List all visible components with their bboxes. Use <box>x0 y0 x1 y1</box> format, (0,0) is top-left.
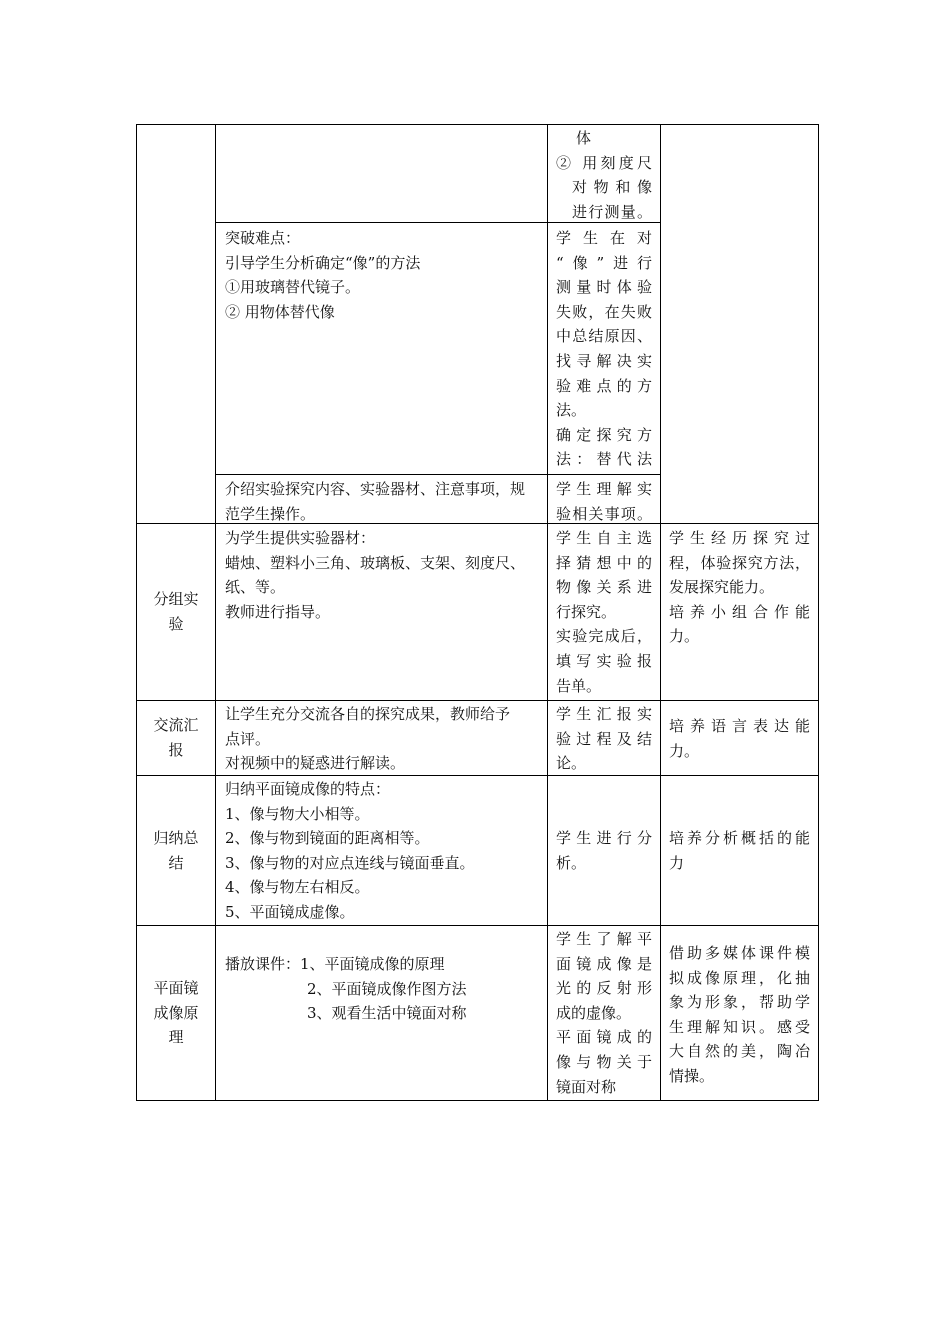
stage-label <box>153 826 198 875</box>
design-intent-cell <box>669 526 810 649</box>
table-border-bottom <box>136 1100 819 1101</box>
student-line: 学生理解实 <box>556 480 652 498</box>
stage-line: 理 <box>168 1028 184 1047</box>
teacher-line: 4、像与物左右相反。 <box>225 878 370 897</box>
intent-line: 力 <box>669 853 685 872</box>
row-divider <box>136 925 819 926</box>
intent-line: 大自然的美，陶冶 <box>669 1042 810 1061</box>
student-line: 物像关系进 <box>556 578 652 597</box>
student-line: 光的反射形 <box>556 979 652 998</box>
teacher-line: 纸、等。 <box>225 578 286 597</box>
intent-line: 象为形象，帮助学 <box>669 993 810 1012</box>
teacher-line: 2、平面镜成像作图方法 <box>307 979 467 998</box>
stage-line: 分组实 <box>153 590 199 609</box>
teacher-line: 教师进行指导。 <box>225 602 331 621</box>
teacher-line: 5、平面镜成虚像。 <box>225 902 355 921</box>
teacher-line: 对视频中的疑惑进行解读。 <box>225 754 406 773</box>
student-line: 法。 <box>556 401 587 420</box>
student-line: 择猜想中的 <box>556 553 652 572</box>
teacher-line: 介绍实验探究内容、实验器材、注意事项，规 <box>225 480 526 498</box>
student-line: 析。 <box>556 853 587 872</box>
stage-cell <box>137 776 215 925</box>
stage-label <box>153 976 198 1050</box>
student-activity-cell <box>556 526 652 698</box>
intent-line: 力。 <box>669 627 700 646</box>
column-divider <box>215 124 216 1101</box>
column-divider <box>660 124 661 1101</box>
stage-line: 结 <box>168 853 184 872</box>
student-line: 成的虚像。 <box>556 1003 632 1022</box>
intent-line: 程，体验探究方法， <box>669 553 810 572</box>
row-divider <box>215 474 660 475</box>
student-line: 失败，在失败 <box>556 302 652 321</box>
teacher-line: 引导学生分析确定“像”的方法 <box>225 253 421 272</box>
teacher-line: 归纳平面镜成像的特点： <box>225 780 391 798</box>
stage-cell <box>137 524 215 700</box>
stage-line: 成像原 <box>153 1003 199 1022</box>
intent-line: 发展探究能力。 <box>669 578 775 597</box>
intent-line: 培养分析概括的能 <box>669 829 810 847</box>
student-line: 进行测量。 <box>572 202 652 221</box>
teacher-activity-cell <box>225 477 541 526</box>
stage-line: 验 <box>168 615 184 633</box>
student-line: 面镜成像是 <box>556 954 652 973</box>
table-border-right <box>818 124 819 1101</box>
intent-line: 情操。 <box>669 1066 715 1085</box>
student-line: 学生自主选 <box>556 529 652 547</box>
student-activity-cell <box>556 927 652 1099</box>
intent-line: 生理解知识。感受 <box>669 1017 810 1036</box>
teacher-line: 为学生提供实验器材： <box>225 529 376 547</box>
student-line: ② 用刻度尺 <box>556 153 652 172</box>
teacher-line: ② 用物体替代像 <box>225 302 335 321</box>
teacher-line: ①用玻璃替代镜子。 <box>225 278 361 297</box>
intent-line: 拟成像原理，化抽 <box>669 968 810 987</box>
stage-cell <box>137 701 215 775</box>
design-intent-cell <box>669 826 810 875</box>
student-line: 学 生 在 对 <box>556 229 652 247</box>
stage-line: 平面镜 <box>153 979 199 998</box>
intent-line: 培养小组合作能 <box>669 602 810 621</box>
student-line: 学生汇报实 <box>556 705 652 723</box>
design-intent-cell <box>669 941 810 1089</box>
student-line: 像与物关于 <box>556 1052 652 1071</box>
student-line: 验相关事项。 <box>556 504 652 523</box>
student-line: 平面镜成的 <box>556 1028 652 1047</box>
student-line: 行探究。 <box>556 602 617 621</box>
student-activity-cell <box>556 226 652 472</box>
student-line: 实验完成后， <box>556 627 652 646</box>
teacher-activity-cell <box>225 702 541 776</box>
teacher-line: 点评。 <box>225 729 271 748</box>
student-activity-cell <box>556 826 652 875</box>
teacher-activity-cell <box>225 952 541 1026</box>
stage-label <box>153 713 198 762</box>
student-line: 测量时体验 <box>556 278 652 297</box>
student-line: “像”进行 <box>556 253 652 272</box>
student-line: 验难点的方 <box>556 376 652 395</box>
column-divider <box>547 124 548 1101</box>
student-line: 对物和像 <box>572 178 652 197</box>
teacher-line: 2、像与物到镜面的距离相等。 <box>225 829 430 848</box>
student-activity-cell <box>556 126 652 224</box>
student-line: 学生了解平 <box>556 930 652 948</box>
teacher-activity-cell <box>225 777 541 925</box>
teacher-line: 1、像与物大小相等。 <box>225 804 370 823</box>
teacher-line: 蜡烛、塑料小三角、玻璃板、支架、刻度尺、 <box>225 553 526 572</box>
student-activity-cell <box>556 702 652 776</box>
student-line: 镜面对称 <box>556 1077 617 1096</box>
student-line: 确定探究方 <box>556 425 652 444</box>
teacher-activity-cell <box>225 226 541 324</box>
student-line: 验过程及结 <box>556 729 652 748</box>
stage-line: 归纳总 <box>153 828 199 847</box>
teacher-activity-cell <box>225 526 541 624</box>
student-line: 告单。 <box>556 676 602 695</box>
intent-line: 借助多媒体课件模 <box>669 944 810 962</box>
stage-line: 交流汇 <box>153 716 199 735</box>
student-line: 论。 <box>556 754 587 773</box>
teacher-line: 范学生操作。 <box>225 504 316 523</box>
student-line: 法：替代法 <box>556 450 652 469</box>
student-line: 中总结原因、 <box>556 327 652 346</box>
teacher-line: 3、观看生活中镜面对称 <box>307 1004 467 1023</box>
stage-label <box>153 587 198 636</box>
stage-cell <box>137 926 215 1100</box>
intent-line: 力。 <box>669 741 700 760</box>
student-line: 填写实验报 <box>556 651 652 670</box>
student-activity-cell <box>556 477 652 526</box>
intent-line: 学生经历探究过 <box>669 529 810 547</box>
student-line: 学生进行分 <box>556 829 652 847</box>
teacher-line: 让学生充分交流各自的探究成果，教师给予 <box>225 705 511 723</box>
table-border-top <box>136 124 819 125</box>
teacher-line: 播放课件：1、平面镜成像的原理 <box>225 955 445 973</box>
stage-line: 报 <box>168 741 184 759</box>
design-intent-cell <box>669 714 810 763</box>
intent-line: 培养语言表达能 <box>669 717 810 735</box>
row-divider <box>136 700 819 701</box>
student-line: 体 <box>576 129 592 147</box>
teacher-line: 突破难点： <box>225 229 301 247</box>
teacher-line: 3、像与物的对应点连线与镜面垂直。 <box>225 853 475 872</box>
student-line: 找寻解决实 <box>556 351 652 370</box>
